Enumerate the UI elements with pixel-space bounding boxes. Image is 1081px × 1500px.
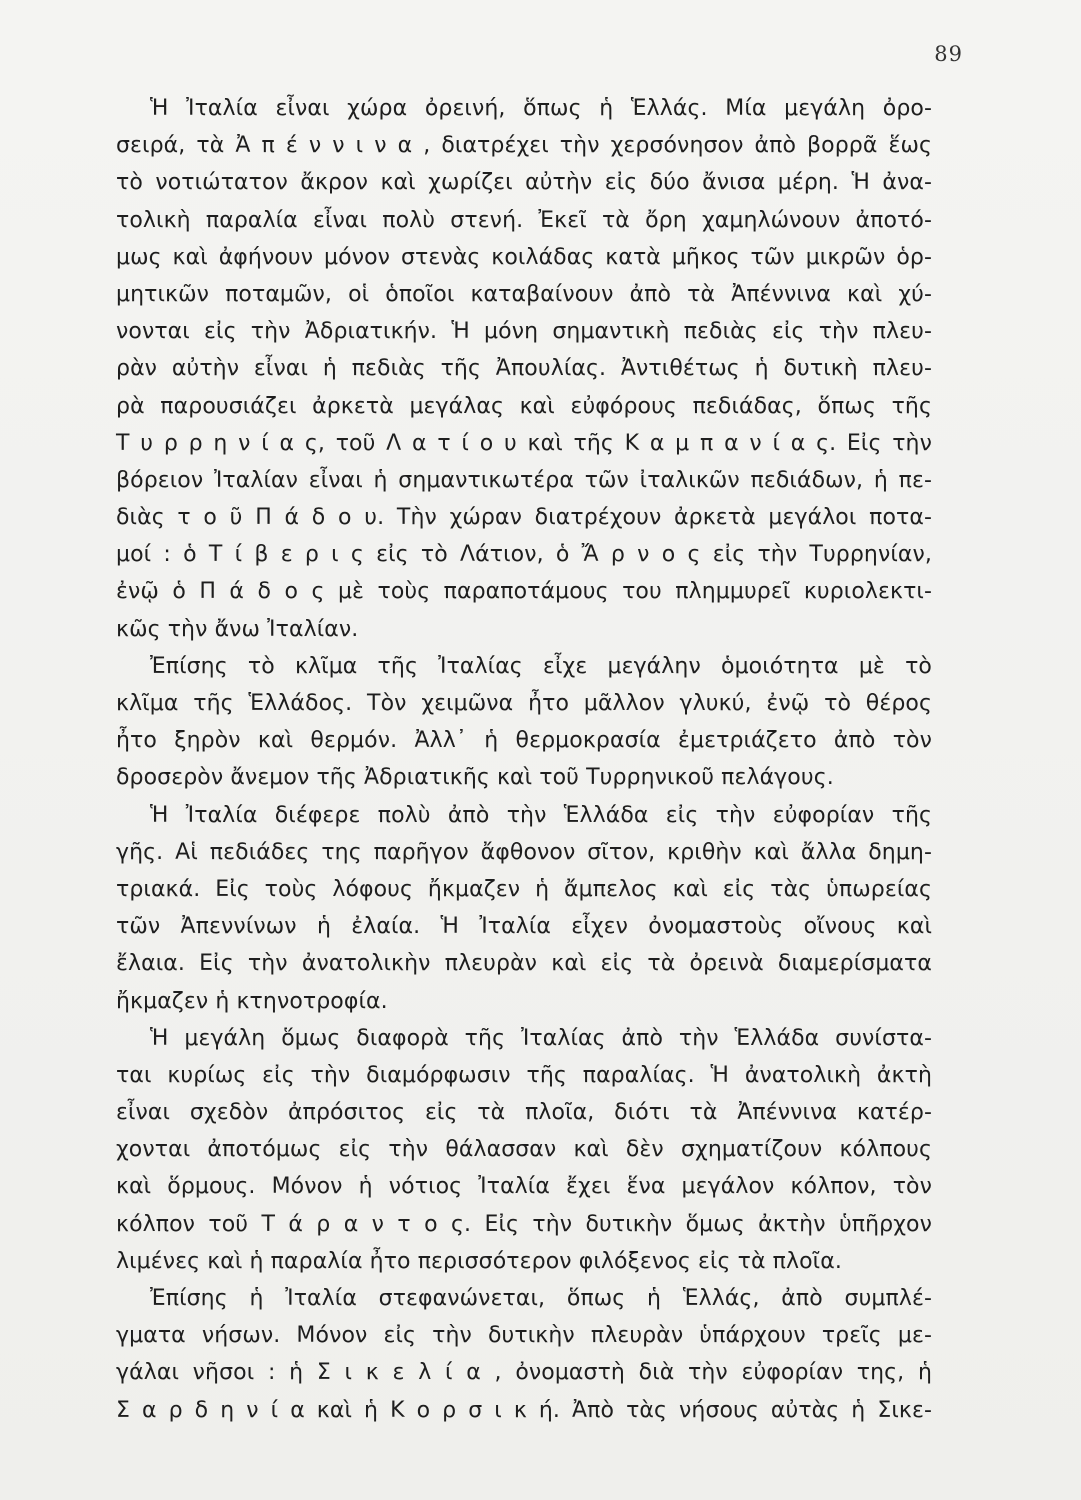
text-line: ται κυρίως εἰς τὴν διαμόρφωσιν τῆς παραλίας. Ἡ ἀνατολικὴ ἀκτὴ	[116, 1062, 932, 1088]
paragraph-islands	[116, 1280, 932, 1429]
text-line: ἤκμαζεν ἡ κτηνοτροφία.	[116, 988, 388, 1014]
text-line: ἐνῷ ὁ Π ά δ ο ς μὲ τοὺς παραποτάμους του πλημμυρεῖ κυριολεκτι-	[116, 579, 932, 605]
text-line: τριακά. Εἰς τοὺς λόφους ἤκμαζεν ἡ ἄμπελος καὶ εἰς τὰς ὑπωρείας	[116, 876, 932, 902]
text-line: δροσερὸν ἄνεμον τῆς Ἀδριατικῆς καὶ τοῦ Τυρρηνικοῦ πελάγους.	[116, 765, 834, 791]
text-line: χονται ἀποτόμως εἰς τὴν θάλασσαν καὶ δὲν σχηματίζουν κόλπους	[116, 1137, 932, 1163]
text-line: ἔλαια. Εἰς τὴν ἀνατολικὴν πλευρὰν καὶ εἰς τὰ ὀρεινὰ διαμερίσματα	[116, 951, 932, 977]
text-line: σειρά, τὰ Ἀ π έ ν ν ι ν α , διατρέχει τὴν χερσόνησον ἀπὸ βορρᾶ ἕως	[116, 133, 932, 159]
text-line: τολικὴ παραλία εἶναι πολὺ στενή. Ἐκεῖ τὰ ὄρη χαμηλώνουν ἀποτό-	[116, 207, 932, 233]
text-line: μητικῶν ποταμῶν, οἱ ὁποῖοι καταβαίνουν ἀπὸ τὰ Ἀπέννινα καὶ χύ-	[116, 281, 932, 307]
text-line: γῆς. Αἱ πεδιάδες της παρῆγον ἄφθονον σῖτον, κριθὴν καὶ ἄλλα δημη-	[116, 839, 932, 865]
paragraph-climate	[116, 648, 932, 797]
page-number: 89	[934, 42, 963, 66]
text-line: ρὰ παρουσιάζει ἀρκετὰ μεγάλας καὶ εὐφόρους πεδιάδας, ὅπως τῆς	[116, 393, 932, 419]
text-line: Ἐπίσης τὸ κλῖμα τῆς Ἰταλίας εἶχε μεγάλην ὁμοιότητα μὲ τὸ	[150, 653, 932, 679]
text-line: μως καὶ ἀφήνουν μόνον στενὰς κοιλάδας κατὰ μῆκος τῶν μικρῶν ὁρ-	[116, 244, 932, 270]
text-line: κλῖμα τῆς Ἑλλάδος. Τὸν χειμῶνα ἦτο μᾶλλον γλυκύ, ἐνῷ τὸ θέρος	[116, 691, 932, 716]
text-line: ρὰν αὐτὴν εἶναι ἡ πεδιὰς τῆς Ἀπουλίας. Ἀντιθέτως ἡ δυτικὴ πλευ-	[116, 356, 932, 382]
text-body	[116, 90, 932, 1429]
text-line: κόλπον τοῦ Τ ά ρ α ν τ ο ς. Εἰς τὴν δυτικὴν ὅμως ἀκτὴν ὑπῆρχον	[116, 1211, 932, 1237]
text-line: γάλαι νῆσοι : ἡ Σ ι κ ε λ ί α , ὀνομαστὴ διὰ τὴν εὐφορίαν της, ἡ	[116, 1360, 932, 1386]
text-line: λιμένες καὶ ἡ παραλία ἦτο περισσότερον φιλόξενος εἰς τὰ πλοῖα.	[116, 1248, 842, 1274]
text-line: Ἡ μεγάλη ὅμως διαφορὰ τῆς Ἰταλίας ἀπὸ τὴν Ἑλλάδα συνίστα-	[150, 1025, 932, 1051]
text-line: βόρειον Ἰταλίαν εἶναι ἡ σημαντικωτέρα τῶν ἰταλικῶν πεδιάδων, ἡ πε-	[116, 467, 932, 493]
paragraph-fertility	[116, 797, 932, 1020]
paragraph-coastline	[116, 1020, 932, 1280]
text-line: τὸ νοτιώτατον ἄκρον καὶ χωρίζει αὐτὴν εἰς δύο ἄνισα μέρη. Ἡ ἀνα-	[116, 170, 932, 196]
text-line: εἶναι σχεδὸν ἀπρόσιτος εἰς τὰ πλοῖα, διότι τὰ Ἀπέννινα κατέρ-	[116, 1100, 932, 1126]
text-line: καὶ ὅρμους. Μόνον ἡ νότιος Ἰταλία ἔχει ἕνα μεγάλον κόλπον, τὸν	[116, 1174, 932, 1200]
text-line: Σ α ρ δ η ν ί α καὶ ἡ Κ ο ρ σ ι κ ή. Ἀπὸ τὰς νήσους αὐτὰς ἡ Σικε-	[116, 1397, 932, 1423]
text-line: Τ υ ρ ρ η ν ί α ς, τοῦ Λ α τ ί ο υ καὶ τῆς Κ α μ π α ν ί α ς. Εἰς τὴν	[116, 430, 932, 456]
text-line: Ἡ Ἰταλία διέφερε πολὺ ἀπὸ τὴν Ἑλλάδα εἰς τὴν εὐφορίαν τῆς	[150, 802, 932, 828]
text-line: γματα νήσων. Μόνον εἰς τὴν δυτικὴν πλευρὰν ὑπάρχουν τρεῖς με-	[116, 1323, 932, 1349]
text-line: Ἡ Ἰταλία εἶναι χώρα ὀρεινή, ὅπως ἡ Ἑλλάς. Μία μεγάλη ὀρο-	[150, 96, 932, 121]
text-line: Ἐπίσης ἡ Ἰταλία στεφανώνεται, ὅπως ἡ Ἑλλάς, ἀπὸ συμπλέ-	[150, 1286, 932, 1311]
text-line: νονται εἰς τὴν Ἀδριατικήν. Ἡ μόνη σημαντικὴ πεδιὰς εἰς τὴν πλευ-	[116, 319, 932, 345]
text-line: ἦτο ξηρὸν καὶ θερμόν. Ἀλλ᾽ ἡ θερμοκρασία ἐμετριάζετο ἀπὸ τὸν	[116, 728, 932, 754]
paragraph-italy-mountains	[116, 90, 932, 648]
text-line: κῶς τὴν ἄνω Ἰταλίαν.	[116, 616, 359, 642]
text-line: μοί : ὁ Τ ί β ε ρ ι ς εἰς τὸ Λάτιον, ὁ Ἄ ρ ν ο ς εἰς τὴν Τυρρηνίαν,	[116, 542, 932, 568]
text-line: διὰς τ ο ῦ Π ά δ ο υ. Τὴν χώραν διατρέχουν ἀρκετὰ μεγάλοι ποτα-	[116, 505, 932, 531]
text-line: τῶν Ἀπεννίνων ἡ ἐλαία. Ἡ Ἰταλία εἶχεν ὀνομαστοὺς οἴνους καὶ	[116, 914, 932, 940]
